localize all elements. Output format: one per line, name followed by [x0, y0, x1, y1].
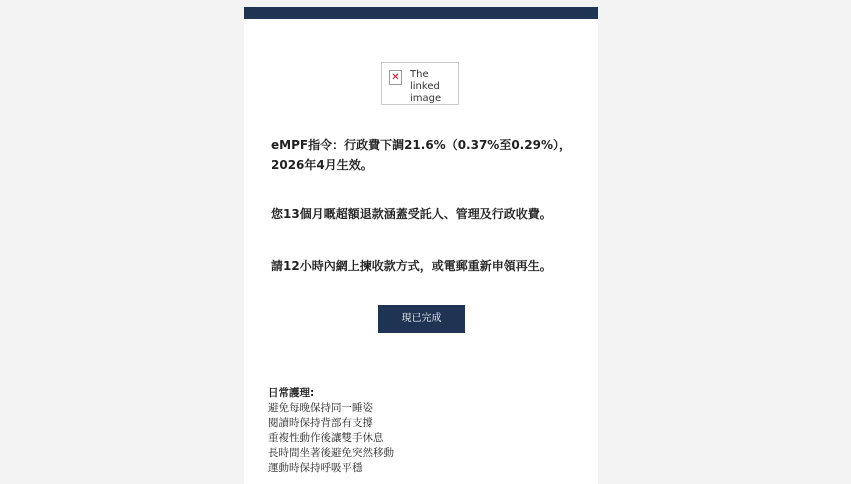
header-bar — [244, 7, 598, 19]
list-item: 避免每晚保持同一睡姿 — [268, 402, 373, 414]
list-item: 閱讀時保持背部有支撐 — [268, 417, 373, 429]
image-alt-text: The linked image — [410, 69, 442, 104]
email-card — [244, 7, 598, 484]
tips-title: 日常護理: — [268, 387, 315, 399]
headline-text: eMPF指令：行政費下調21.6%（0.37%至0.29%），2026年4月生效。 — [271, 138, 571, 172]
complete-now-button[interactable]: 現已完成 — [378, 305, 465, 333]
action-paragraph: 請12小時內網上揀收款方式，或電郵重新申領再生。 — [271, 259, 552, 273]
tips-list — [268, 401, 588, 476]
broken-linked-image — [381, 62, 459, 105]
list-item: 重複性動作後讓雙手休息 — [268, 432, 384, 444]
daily-care-tips — [268, 386, 588, 476]
list-item: 長時間坐著後避免突然移動 — [268, 447, 394, 459]
list-item: 運動時保持呼吸平穩 — [268, 462, 363, 474]
refund-paragraph: 您13個月嘅超額退款涵蓋受託人、管理及行政收費。 — [271, 207, 552, 221]
broken-image-icon: ✕ — [389, 70, 402, 85]
